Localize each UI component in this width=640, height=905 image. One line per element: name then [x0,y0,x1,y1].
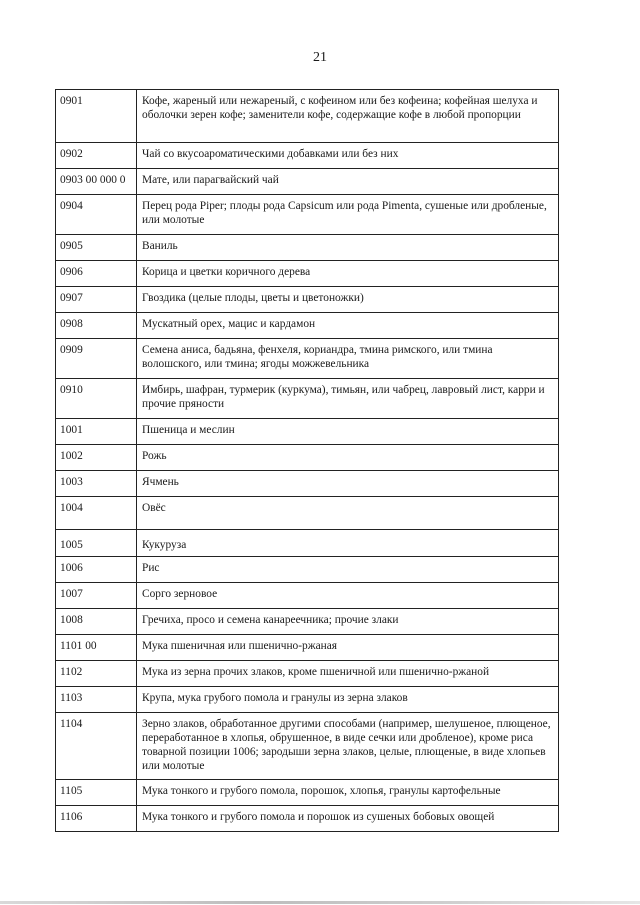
description-cell: Мука тонкого и грубого помола, порошок, хлопья, гранулы картофельные [137,780,559,806]
table-row [56,261,559,287]
code-cell: 1003 [56,471,137,497]
code-cell: 0902 [56,143,137,169]
table-row [56,379,559,419]
table-row [56,661,559,687]
code-cell: 1001 [56,419,137,445]
code-cell: 1007 [56,583,137,609]
code-cell: 0905 [56,235,137,261]
description-cell: Мука тонкого и грубого помола и порошок из сушеных бобовых овощей [137,806,559,832]
table-row [56,235,559,261]
table-row [56,339,559,379]
table-row [56,583,559,609]
page-number: 21 [313,50,327,65]
table-row [56,687,559,713]
code-cell: 1006 [56,557,137,583]
description-cell: Мускатный орех, мацис и кардамон [137,313,559,339]
description-cell: Мука из зерна прочих злаков, кроме пшеничной или пшенично-ржаной [137,661,559,687]
code-cell: 1101 00 [56,635,137,661]
table-row [56,806,559,832]
commodity-code-table [55,89,559,832]
code-cell: 1102 [56,661,137,687]
description-cell: Сорго зерновое [137,583,559,609]
description-cell: Пшеница и меслин [137,419,559,445]
description-cell: Овёс [137,497,559,530]
table-row [56,445,559,471]
description-cell: Крупа, мука грубого помола и гранулы из зерна злаков [137,687,559,713]
table-row [56,195,559,235]
table-row [56,780,559,806]
description-cell: Перец рода Piper; плоды рода Capsicum или рода Pimenta, сушеные или дробленые, или молотые [137,195,559,235]
code-cell: 0906 [56,261,137,287]
description-cell: Имбирь, шафран, турмерик (куркума), тимьян, или чабрец, лавровый лист, карри и прочие пряности [137,379,559,419]
table-row [56,609,559,635]
code-cell: 1008 [56,609,137,635]
table-row [56,557,559,583]
code-cell: 1002 [56,445,137,471]
table-row [56,635,559,661]
table-row [56,313,559,339]
code-cell: 0907 [56,287,137,313]
code-cell: 0908 [56,313,137,339]
description-cell: Зерно злаков, обработанное другими способами (например, шелушеное, плющеное, переработанное в хлопья, обрушенное, в виде сечки или дробленое), кроме риса товарной позиции 1006; зародыши зерна злаков, целые, плющеные, в виде хлопьев или молотые [137,713,559,780]
table-row [56,713,559,780]
description-cell: Кофе, жареный или нежареный, с кофеином или без кофеина; кофейная шелуха и оболочки зерен кофе; заменители кофе, содержащие кофе в любой пропорции [137,90,559,143]
code-cell: 1105 [56,780,137,806]
table-row [56,90,559,143]
description-cell: Гвоздика (целые плоды, цветы и цветоножки) [137,287,559,313]
table-row [56,419,559,445]
table-row [56,143,559,169]
code-cell: 0910 [56,379,137,419]
description-cell: Ячмень [137,471,559,497]
code-cell: 1103 [56,687,137,713]
description-cell: Мате, или парагвайский чай [137,169,559,195]
code-cell: 1104 [56,713,137,780]
description-cell: Корица и цветки коричного дерева [137,261,559,287]
code-cell: 0903 00 000 0 [56,169,137,195]
code-cell: 0904 [56,195,137,235]
description-cell: Рожь [137,445,559,471]
code-cell: 0901 [56,90,137,143]
code-cell: 1004 [56,497,137,530]
description-cell: Кукуруза [137,530,559,557]
table-row [56,169,559,195]
code-cell: 1005 [56,530,137,557]
table-row [56,287,559,313]
code-cell: 1106 [56,806,137,832]
table-row [56,530,559,557]
description-cell: Мука пшеничная или пшенично-ржаная [137,635,559,661]
scan-edge-shadow [0,901,640,904]
description-cell: Рис [137,557,559,583]
description-cell: Семена аниса, бадьяна, фенхеля, кориандра, тмина римского, или тмина волошского, или тмина; ягоды можжевельника [137,339,559,379]
description-cell: Ваниль [137,235,559,261]
code-cell: 0909 [56,339,137,379]
table-row [56,497,559,530]
table-row [56,471,559,497]
description-cell: Чай со вкусоароматическими добавками или без них [137,143,559,169]
description-cell: Гречиха, просо и семена канареечника; прочие злаки [137,609,559,635]
